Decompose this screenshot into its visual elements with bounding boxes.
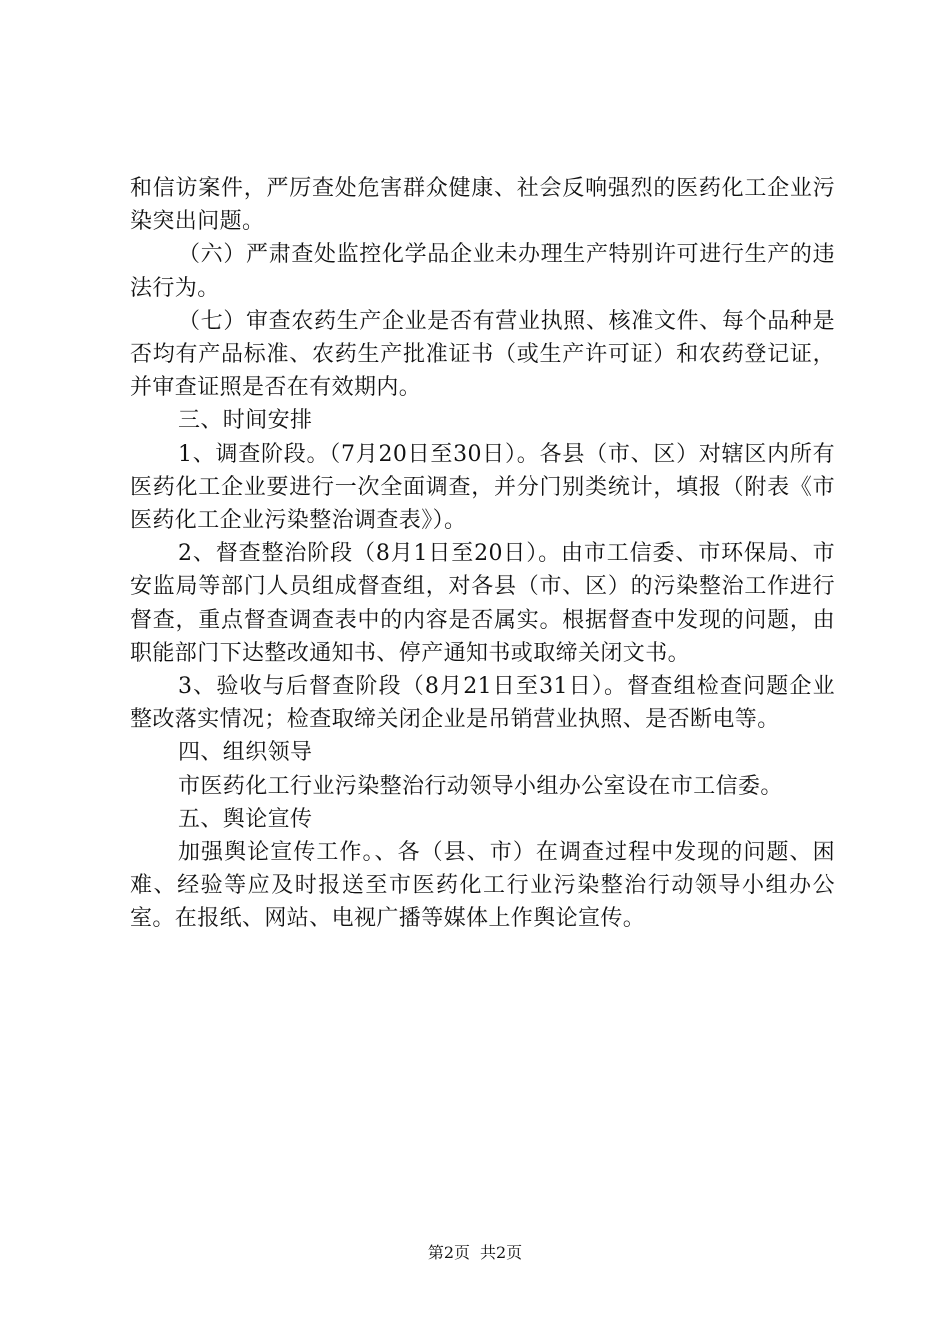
section-heading-leadership: 四、组织领导: [178, 740, 313, 766]
page-number: 第2页: [427, 1243, 470, 1262]
paragraph-schedule-1: 1、调查阶段。（7月20日至30日）。各县（市、区）对辖区内所有医药化工企业要进行一次全面调查，并分门别类统计，填报（附表《市医药化工企业污染整治调查表》）。: [130, 441, 835, 534]
paragraph-leadership: 市医药化工行业污染整治行动领导小组办公室设在市工信委。: [178, 773, 783, 799]
paragraph-item-6: （六）严肃查处监控化学品企业未办理生产特别许可进行生产的违法行为。: [130, 242, 835, 301]
document-body: [130, 172, 835, 936]
paragraph-continuation: 和信访案件，严厉查处危害群众健康、社会反响强烈的医药化工企业污染突出问题。: [130, 176, 835, 235]
section-heading-publicity: 五、舆论宣传: [178, 806, 313, 832]
paragraph-schedule-2: 2、督查整治阶段（8月1日至20日）。由市工信委、市环保局、市安监局等部门人员组成督查组，对各县（市、区）的污染整治工作进行督查，重点督查调查表中的内容是否属实。根据督查中发现的问题，由职能部门下达整改通知书、停产通知书或取缔关闭文书。: [130, 541, 835, 666]
paragraph-publicity: 加强舆论宣传工作。、各（县、市）在调查过程中发现的问题、困难、经验等应及时报送至市医药化工行业污染整治行动领导小组办公室。在报纸、网站、电视广播等媒体上作舆论宣传。: [130, 840, 835, 932]
paragraph-schedule-3: 3、验收与后督查阶段（8月21日至31日）。督查组检查问题企业整改落实情况；检查取缔关闭企业是吊销营业执照、是否断电等。: [130, 674, 835, 733]
page-total: 共2页: [480, 1243, 523, 1262]
paragraph-item-7: （七）审查农药生产企业是否有营业执照、核准文件、每个品种是否均有产品标准、农药生产批准证书（或生产许可证）和农药登记证，并审查证照是否在有效期内。: [130, 308, 835, 401]
section-heading-schedule: 三、时间安排: [178, 408, 313, 434]
page-footer: [0, 1243, 950, 1263]
